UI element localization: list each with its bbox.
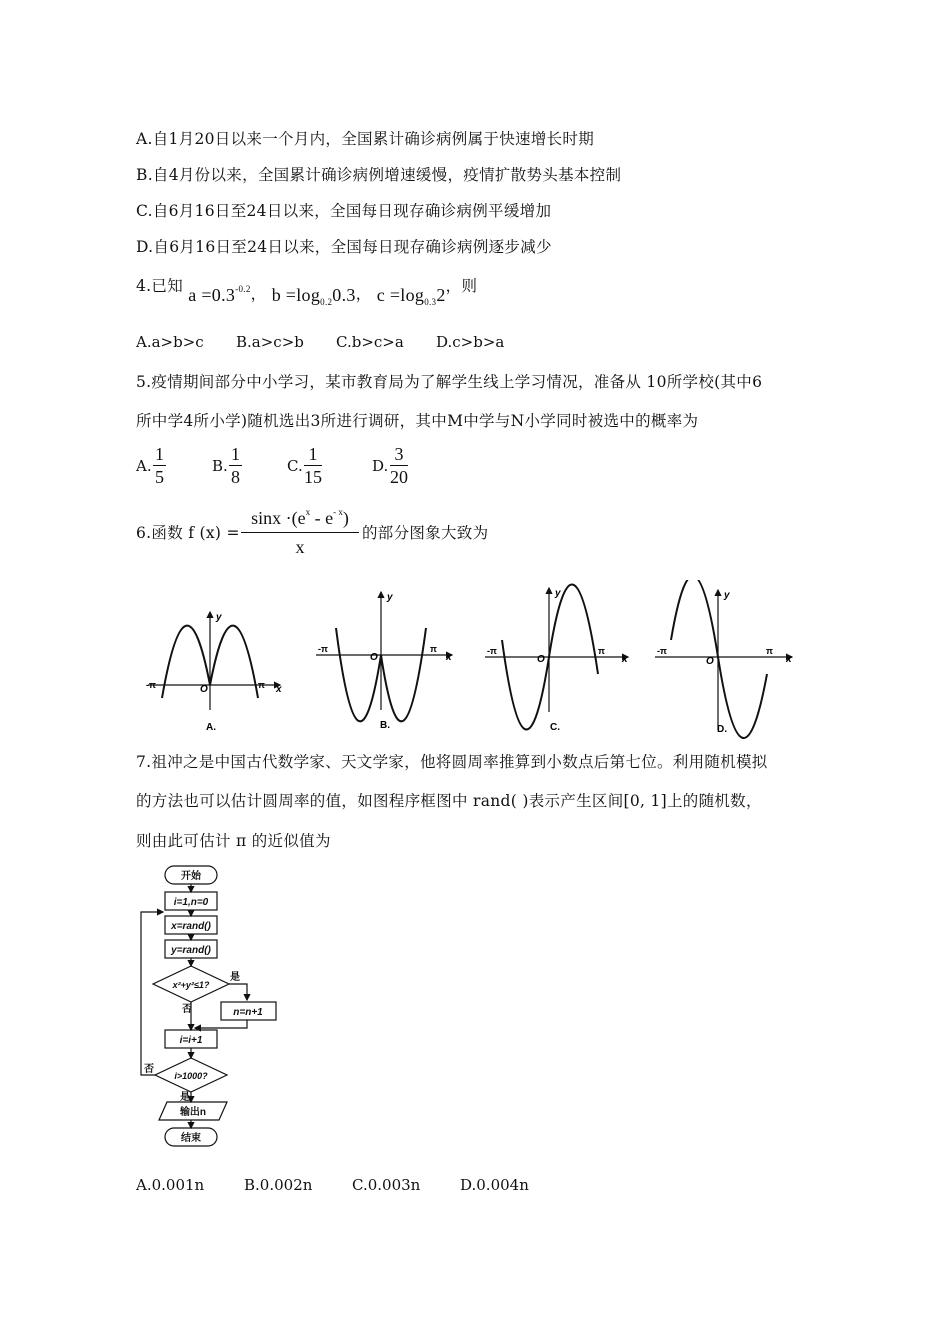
q7-stem-line3: 则由此可估计 π 的近似值为	[136, 832, 331, 850]
q4-stem: 4.已知 $a =0.3^{-0.2}$， $b =\log_{0.2}0.3$， $c =\log_{0.3}2$，则	[136, 277, 478, 307]
graph-a-neg-pi: -π	[146, 680, 156, 690]
graph-d-neg-pi: -π	[657, 646, 667, 656]
flow-x-rand: x=rand()	[171, 921, 211, 932]
q7-option-c: C.0.003n	[352, 1176, 421, 1194]
graph-a-y-label: y	[216, 612, 222, 623]
q4-b-expr: $b =\log_{0.2}0.3$	[271, 285, 356, 307]
q6-function-fraction	[241, 508, 359, 558]
flow-y-rand: y=rand()	[171, 945, 211, 956]
q6-suffix: 的部分图象大致为	[362, 524, 489, 542]
q6-graph-b	[316, 592, 452, 731]
graph-a-pi: π	[258, 680, 265, 690]
q3-option-d: D.自6月16日至24日以来，全国每日现存确诊病例逐步减少	[136, 238, 552, 256]
graph-b-label: B.	[380, 720, 390, 731]
q5-option-d-fraction: $\frac{3}{20}$	[390, 444, 408, 487]
q5-stem-line1: 5.疫情期间部分中小学习，某市教育局为了解学生线上学习情况，准备从 10所学校(其中6	[136, 373, 763, 391]
q3-option-a: A.自1月20日以来一个月内，全国累计确诊病例属于快速增长时期	[136, 130, 595, 148]
graph-b-y-label: y	[387, 592, 393, 603]
flow-cond1-yes: 是	[230, 972, 240, 983]
flow-cond2: i>1000?	[174, 1071, 208, 1081]
graph-c-pi: π	[598, 646, 605, 656]
graph-a-origin: O	[200, 684, 208, 695]
q7-option-b: B.0.002n	[244, 1176, 313, 1194]
q3-option-b: B.自4月份以来，全国累计确诊病例增速缓慢，疫情扩散势头基本控制	[136, 166, 622, 184]
flow-inc-n: n=n+1	[233, 1007, 263, 1018]
graph-a-x-label: x	[276, 684, 282, 695]
q7-stem-line1: 7.祖冲之是中国古代数学家、天文学家，他将圆周率推算到小数点后第七位。利用随机模拟	[136, 753, 768, 771]
q4-option-b: B.a>c>b	[236, 333, 304, 351]
graph-c-neg-pi: -π	[487, 646, 497, 656]
graph-d-y-label: y	[724, 590, 730, 601]
q7-option-d: D.0.004n	[460, 1176, 529, 1194]
flow-start: 开始	[181, 871, 201, 882]
q3-option-c: C.自6月16日至24日以来，全国每日现存确诊病例平缓增加	[136, 202, 552, 220]
q4-suffix: ，则	[445, 277, 478, 295]
graph-d-origin: O	[706, 656, 714, 667]
flow-inc-i: i=i+1	[179, 1035, 203, 1046]
q6-denominator: x	[295, 537, 305, 557]
q5-option-a-label: A.	[136, 457, 152, 475]
q6-graph-a	[146, 612, 282, 733]
flow-cond2-yes: 是	[180, 1092, 190, 1103]
q4-prefix: 4.已知	[136, 277, 183, 295]
graph-c-label: C.	[550, 722, 560, 733]
flow-cond1-no: 否	[182, 1004, 192, 1015]
graph-b-neg-pi: -π	[318, 644, 328, 654]
q4-option-a: A.a>b>c	[136, 333, 204, 351]
graph-b-x-label: x	[446, 652, 452, 663]
q6-graph-options	[140, 580, 820, 740]
q6-prefix: 6.函数 f (x) =	[136, 524, 240, 542]
flow-cond2-no: 否	[144, 1064, 154, 1075]
q5-option-c-fraction: $\frac{1}{15}$	[304, 444, 322, 487]
graph-c-origin: O	[537, 654, 545, 665]
q5-option-c-label: C.	[287, 457, 303, 475]
flow-cond1: x²+y²≤1?	[172, 980, 210, 990]
graph-d-pi: π	[766, 646, 773, 656]
q4-c-expr: $c =\log_{0.3}2$	[376, 285, 446, 307]
q4-option-d: D.c>b>a	[436, 333, 505, 351]
q5-option-a-fraction: $\frac{1}{5}$	[155, 444, 164, 487]
flow-output: 输出n	[179, 1107, 207, 1118]
graph-c-y-label: y	[555, 588, 561, 599]
q5-stem-line2: 所中学4所小学)随机选出3所进行调研，其中M中学与N小学同时被选中的概率为	[136, 412, 699, 430]
graph-b-origin: O	[370, 652, 378, 663]
q7-option-a: A.0.001n	[136, 1176, 205, 1194]
q6-graph-d	[655, 580, 792, 738]
flow-init: i=1,n=0	[173, 897, 209, 908]
q7-flowchart	[135, 862, 295, 1154]
q5-option-b-fraction: $\frac{1}{8}$	[231, 444, 240, 487]
graph-d-label: D.	[717, 724, 727, 735]
q6-numerator: $\sin x \cdot(e^x - e^{- x})$	[241, 508, 359, 533]
q5-option-b-label: B.	[212, 457, 228, 475]
graph-d-x-label: x	[786, 654, 792, 665]
q6-graph-c	[485, 585, 628, 733]
graph-c-x-label: x	[622, 654, 628, 665]
q5-option-d-label: D.	[372, 457, 389, 475]
graph-b-pi: π	[430, 644, 437, 654]
graph-a-label: A.	[206, 722, 216, 733]
q7-stem-line2: 的方法也可以估计圆周率的值，如图程序框图中 rand( )表示产生区间[0, 1]上的随机数，	[136, 792, 762, 810]
flow-end: 结束	[181, 1133, 201, 1144]
q4-option-c: C.b>c>a	[336, 333, 404, 351]
q4-a-expr: $a =0.3^{-0.2}$	[188, 284, 251, 305]
